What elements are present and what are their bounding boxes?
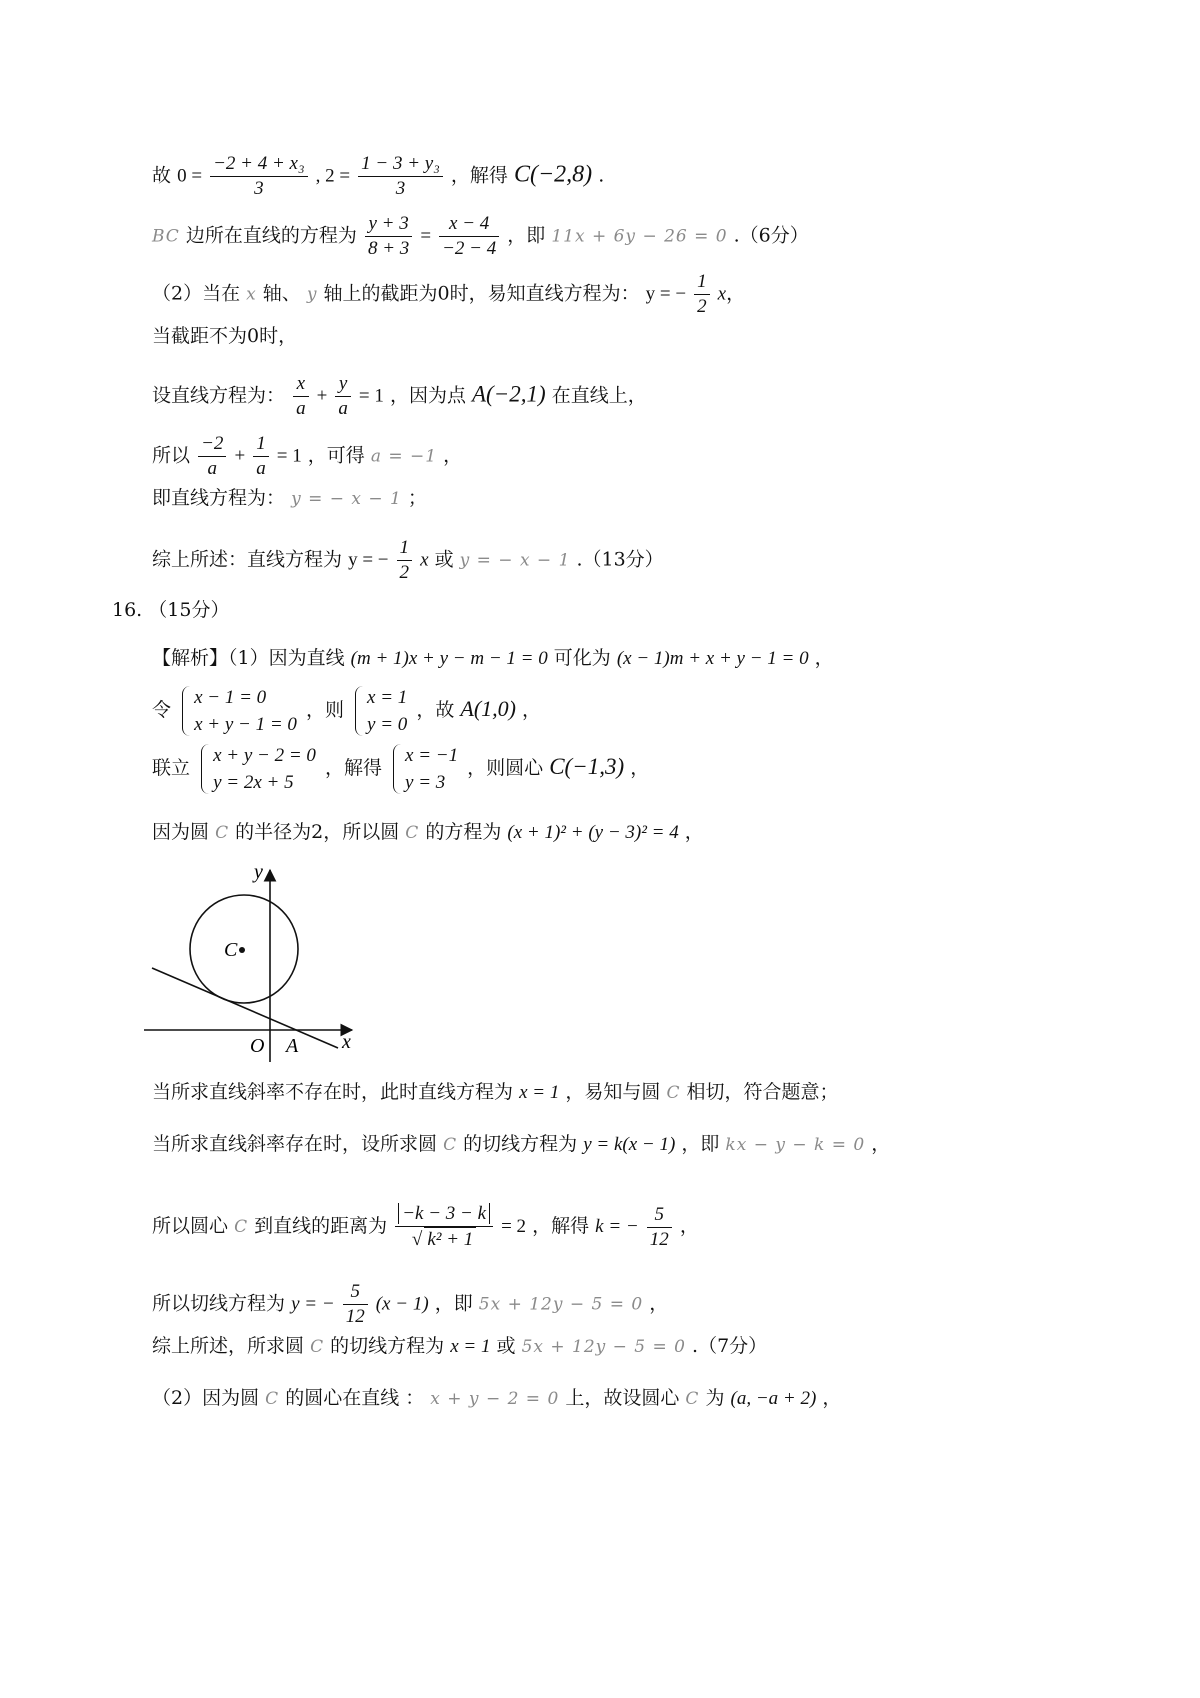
math: = 1 xyxy=(358,385,384,407)
line-part-2 xyxy=(152,1384,841,1413)
equation: x = 1 xyxy=(367,687,408,708)
label-x: x xyxy=(342,1031,351,1053)
fraction xyxy=(397,536,413,585)
math: k = − xyxy=(595,1216,639,1237)
text: 轴、 xyxy=(262,282,301,305)
math: (x − 1)m + x + y − 1 = 0 xyxy=(616,648,809,669)
text: 的圆心在直线 ： xyxy=(285,1387,425,1409)
text: 轴上的截距为0时，易知直线方程为： xyxy=(323,282,640,305)
math: 11x + 6y − 26 = 0 xyxy=(551,226,728,247)
math: x = 1 xyxy=(519,1082,560,1103)
line-system-2 xyxy=(152,742,649,796)
line-tangent-summary xyxy=(152,1332,767,1361)
denominator: 2 xyxy=(399,562,410,583)
math: + xyxy=(316,385,328,407)
text: ，故 xyxy=(416,699,455,721)
text: .（7分） xyxy=(692,1335,768,1357)
equation: y = 0 xyxy=(367,714,408,735)
equation: x − 1 = 0 xyxy=(194,687,267,708)
sqrt: k² + 1 xyxy=(424,1227,476,1252)
line-intercept-form xyxy=(152,372,647,421)
text: 可化为 xyxy=(553,647,611,669)
numerator: 1 xyxy=(253,432,269,457)
text: ， xyxy=(630,757,650,779)
text: 所以圆心 xyxy=(152,1215,229,1237)
math: A(−2,1) xyxy=(472,381,546,407)
numerator: 5 xyxy=(647,1203,672,1228)
fraction xyxy=(439,212,499,261)
math: kx − y − k = 0 xyxy=(725,1135,866,1155)
text: 上，故设圆心 xyxy=(565,1387,680,1409)
line-analysis-1 xyxy=(152,644,834,673)
text: ，即 xyxy=(434,1292,473,1315)
line-system-1 xyxy=(152,684,541,738)
numerator: 1 xyxy=(397,536,413,561)
text: ，解得 xyxy=(450,164,508,187)
numerator: 1 − 3 + y₃ xyxy=(358,152,443,177)
fraction xyxy=(210,152,308,201)
math: C xyxy=(685,1389,700,1409)
denominator: 2 xyxy=(697,296,707,317)
math: = xyxy=(420,225,432,247)
denominator: a xyxy=(256,458,266,479)
text: 【解析】（1）因为直线 xyxy=(152,647,345,669)
fraction xyxy=(358,152,443,201)
equation-system xyxy=(353,684,407,738)
text: ； xyxy=(407,487,427,509)
equation: x = −1 xyxy=(405,745,459,766)
numerator xyxy=(395,1202,493,1227)
fraction xyxy=(365,212,412,261)
math: a = −1 xyxy=(370,446,438,467)
numerator: x xyxy=(293,372,309,397)
numerator: −2 + 4 + x₃ xyxy=(210,152,308,177)
text: ， xyxy=(679,1215,699,1237)
equation: x + y − 1 = 0 xyxy=(194,714,297,735)
line-intercept-nonzero xyxy=(152,322,297,350)
line-summary xyxy=(152,536,664,585)
math: y = − xyxy=(291,1293,335,1315)
math: = 1 xyxy=(276,445,302,467)
text: .（6分） xyxy=(733,224,809,247)
text: ，解得 xyxy=(532,1215,590,1237)
math: (a, −a + 2) xyxy=(730,1388,817,1409)
fraction xyxy=(343,1280,368,1329)
text: 的方程为 xyxy=(425,821,502,843)
math: 0 = xyxy=(177,165,203,187)
math: C xyxy=(234,1217,249,1237)
math: (m + 1)x + y − m − 1 = 0 xyxy=(350,648,548,669)
text: ， xyxy=(871,1133,891,1155)
math: A(1,0) xyxy=(460,696,516,721)
numerator: y + 3 xyxy=(365,212,412,237)
math: y = − xyxy=(645,283,687,305)
label-y: y xyxy=(254,861,263,883)
circle-tangent-figure xyxy=(140,856,380,1076)
question-number xyxy=(112,596,229,624)
equation: y = 3 xyxy=(405,772,446,793)
denominator: a xyxy=(338,398,348,419)
text: 到直线的距离为 xyxy=(254,1215,388,1237)
text: ，因为点 xyxy=(389,384,466,407)
text: 的半径为2，所以圆 xyxy=(235,821,400,843)
math: y = k(x − 1) xyxy=(583,1134,676,1155)
denominator: 12 xyxy=(649,1228,669,1250)
denominator: −2 − 4 xyxy=(442,238,497,259)
line-slope-exists xyxy=(152,1130,890,1159)
fraction xyxy=(293,372,309,421)
line-tangent-equation xyxy=(152,1280,668,1329)
center-point xyxy=(239,947,245,953)
text: 相切，符合题意； xyxy=(686,1081,839,1103)
fraction xyxy=(395,1202,493,1252)
line-bc-equation xyxy=(152,212,809,261)
math: + xyxy=(234,445,246,467)
text: 设直线方程为： xyxy=(152,384,286,407)
math: (x − 1) xyxy=(375,1293,429,1315)
tangent-line xyxy=(152,968,338,1048)
math: x xyxy=(420,549,429,571)
denominator: 8 + 3 xyxy=(367,238,410,259)
math: C xyxy=(310,1337,325,1357)
text: ， xyxy=(822,1387,842,1409)
text: 在直线上， xyxy=(551,384,647,407)
math: C xyxy=(666,1083,681,1103)
text: . xyxy=(598,164,605,187)
text: ， xyxy=(814,647,834,669)
denominator: a xyxy=(207,458,217,479)
denominator: √ k² + 1 xyxy=(395,1227,493,1252)
line-centroid-solve xyxy=(152,152,604,201)
text: 的切线方程为 xyxy=(463,1133,578,1155)
line-result xyxy=(152,484,427,513)
math: x xyxy=(717,283,727,305)
line-slope-undefined xyxy=(152,1078,839,1107)
math: C xyxy=(215,823,230,843)
numerator: −2 xyxy=(198,432,226,457)
absolute-value: −k − 3 − k xyxy=(398,1203,490,1224)
label-a: A xyxy=(286,1035,299,1057)
text: 所以 xyxy=(152,444,191,467)
text: 联立 xyxy=(152,757,191,779)
equation: y = 2x + 5 xyxy=(213,772,294,793)
math: C(−1,3) xyxy=(549,754,625,779)
denominator: 12 xyxy=(345,1306,365,1327)
fraction xyxy=(253,432,269,481)
text: 所以切线方程为 xyxy=(152,1292,286,1315)
line-distance xyxy=(152,1202,699,1252)
text: 故 xyxy=(152,164,172,187)
text: 因为圆 xyxy=(152,821,210,843)
text: 当截距不为0时， xyxy=(152,325,298,347)
text: ， xyxy=(649,1292,669,1315)
text: 综上所述：直线方程为 xyxy=(152,548,343,571)
math: x xyxy=(246,284,257,305)
text: （2）当在 xyxy=(152,282,241,305)
math: y = − x − 1 xyxy=(291,489,402,509)
text: （2）因为圆 xyxy=(152,1387,260,1409)
math: BC xyxy=(152,226,180,247)
label-o: O xyxy=(250,1035,265,1057)
text: .（13分） xyxy=(576,548,664,571)
text: 16. xyxy=(112,599,143,621)
math: y = − x − 1 xyxy=(459,550,571,571)
equation-system xyxy=(180,684,297,738)
text: ，易知与圆 xyxy=(565,1081,661,1103)
line-intercept-zero: （2）当在 x 轴、 y 轴上的截距为0时，易知直线方程为： y = − $\frac{1}{2}$ x， xyxy=(152,271,746,317)
numerator: 1 xyxy=(694,270,710,295)
text: 或 xyxy=(434,548,454,571)
text: ， xyxy=(522,699,542,721)
text: ， xyxy=(443,444,463,467)
math: x + y − 2 = 0 xyxy=(430,1389,560,1409)
text: ，可得 xyxy=(307,444,365,467)
text: 为 xyxy=(705,1387,725,1409)
math: = 2 xyxy=(501,1216,527,1237)
fraction xyxy=(198,432,226,481)
math: C(−2,8) xyxy=(513,161,593,188)
text: ，即 xyxy=(507,224,546,247)
math: y = − xyxy=(348,549,389,571)
denominator: 3 xyxy=(254,178,264,199)
text: 即直线方程为： xyxy=(152,487,286,509)
line-circle-equation xyxy=(152,818,704,847)
text: ，即 xyxy=(681,1133,720,1155)
text: 综上所述，所求圆 xyxy=(152,1335,305,1357)
math: C xyxy=(265,1389,280,1409)
text: 当所求直线斜率不存在时，此时直线方程为 xyxy=(152,1081,514,1103)
math: 5x + 12y − 5 = 0 xyxy=(521,1337,686,1357)
text: 的切线方程为 xyxy=(330,1335,445,1357)
math: (x + 1)² + (y − 3)² = 4 xyxy=(507,822,679,843)
text: 或 xyxy=(496,1335,516,1357)
text: 当所求直线斜率存在时，设所求圆 xyxy=(152,1133,438,1155)
numerator: x − 4 xyxy=(439,212,499,237)
numerator: y xyxy=(335,372,351,397)
text: （15分） xyxy=(148,599,230,621)
equation-system xyxy=(391,742,458,796)
text: 令 xyxy=(152,699,172,721)
fraction xyxy=(647,1203,672,1252)
text: ， xyxy=(684,821,704,843)
fraction xyxy=(335,372,351,421)
equation: x + y − 2 = 0 xyxy=(213,745,316,766)
numerator: 5 xyxy=(343,1280,368,1305)
math: x = 1 xyxy=(450,1336,491,1357)
label-c: C xyxy=(224,939,238,961)
denominator: a xyxy=(296,398,306,419)
equation-system xyxy=(199,742,316,796)
math: , 2 = xyxy=(315,165,351,187)
text: ，则圆心 xyxy=(467,757,544,779)
math: C xyxy=(443,1135,458,1155)
math: 5x + 12y − 5 = 0 xyxy=(478,1294,644,1315)
math: y xyxy=(306,284,318,305)
line-substitute xyxy=(152,432,462,481)
fraction xyxy=(694,270,710,319)
text: ，则 xyxy=(305,699,344,721)
math: C xyxy=(405,823,420,843)
denominator: 3 xyxy=(395,178,406,199)
text: 边所在直线的方程为 xyxy=(185,224,357,247)
text: ，解得 xyxy=(324,757,382,779)
